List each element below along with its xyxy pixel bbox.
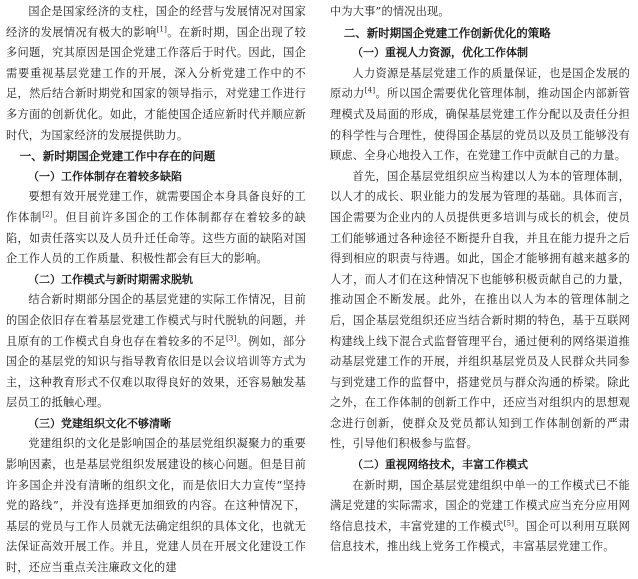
section-heading-2: 二、新时期国企党建工作创新优化的策略 (343, 25, 551, 40)
subsection-2-paragraph (6, 290, 306, 414)
subsection-heading-5: （二）重视网络技术，丰富工作模式 (352, 458, 528, 472)
subsection-5-text-tail: 。国企可以利用互联网信息技术，推出线上党务工作模式，丰富基层党建工作。 (330, 519, 630, 554)
subsection-5-text: 在新时期，国企基层党建组织中单一的工作模式已不能满足党建的实际需求，国企的党建工作模式应当充分应用网络信息技术，丰富党建的工作模式 (330, 478, 630, 533)
subsection-3-paragraph: 党建组织的文化是影响国企的基层党组织凝聚力的重要影响因素，也是基层党组织发展建设的核心问题。但是目前许多国企并没有清晰的组织文化，而是依旧大力宣传“坚持党的路线”，并没有选择更加细致的内容。在这种情况下，基层的党员与工作人员就无法确定组织的具体文化，也就无法保证高效开展工作。并且，党建人员在开展文化建设工作时，还应当重点关注廉政文化的建 (6, 437, 306, 575)
citation-ref: [5] (503, 519, 515, 528)
subsection-heading-2: （二）工作模式与新时期需求脱轨 (28, 272, 193, 286)
citation-ref: [1] (156, 24, 168, 33)
intro-text-tail: 。在新时期，国企出现了较多问题，究其原因是国企党建工作落后于时代。因此，国企需要重视基层党建工作的开展，深入分析党建工作中的不足，然后结合新时期党和国家的领导指示，对党建工作进行多方面的创新优化。如此，才能使国企适应新时代并顺应新时代，为国家经济的发展提供助力。 (6, 25, 306, 142)
subsection-1-text-tail: 。但目前许多国企的工作体制都存在着较多的缺陷，如责任落实以及人员升迁任命等。这些方面的缺陷对国企工作人员的工作质量、积极性都会有巨大的影响。 (6, 210, 306, 266)
subsection-4-paragraph-2: 首先，国企基层党组织应当构建以人为本的管理体制，以人才的成长、职业能力的发展为管理的基础。具体而言，国企需要为企业内的人员提供更多培训与成长的机会，使员工们能够通过各种途径不断提升自我，并且在能力提升之后得到相应的职责与待遇。如此，国企才能够拥有越来越多的人才，而人才们在这种情况下也能够积极贡献自己的力量，推动国企不断发展。此外，在推出以人为本的管理体制之后，国企基层党组织还应当结合新时期的特色，基于互联网构建线上线下混合式监督管理平台，通过便利的网络渠道推动基层党建工作的开展，并组织基层党员及人民群众共同参与到党建工作的监督中，搭建党员与群众沟通的桥梁。除此之外，在工作体制的创新工作中，还应当对组织内的思想观念进行创新，使群众及党员都认知到工作体制创新的严肃性，引导他们积极参与监督。 (330, 169, 630, 451)
citation-ref: [4] (364, 86, 376, 95)
subsection-heading-4: （一）重视人力资源，优化工作体制 (352, 46, 528, 60)
subsection-4-text-tail: 。所以国企需要优化管理体制，推动国企内部新管理模式及局面的形成，确保基层党建工作分配以及责任分担的科学性与合理性，使得国企基层的党员以及员工能够没有顾虑、全身心地投入工作，在党建工作中贡献自己的力量。 (330, 87, 630, 163)
subsection-1-paragraph (6, 187, 306, 269)
subsection-2-text: 结合新时期部分国企的基层党建的实际工作情况，目前的国企依旧存在着基层党建工作模式与时代脱轨的问题，并且原有的工作模式自身也存在着较多的不足 (6, 293, 306, 348)
subsection-4-text: 人力资源是基层党建工作的质量保证，也是国企发展的原动力 (330, 66, 630, 101)
subsection-2-text-tail: 。例如，部分国企的基层党的知识与指导教育依旧是以会议培训等方式为主，这种教育形式不仅难以取得良好的效果，还容易触发基层员工的抵触心理。 (6, 334, 306, 410)
subsection-4-paragraph-1 (330, 64, 630, 167)
left-column (6, 2, 306, 575)
section-heading-1: 一、新时期国企党建工作中存在的问题 (19, 149, 216, 164)
subsection-5-paragraph (330, 476, 630, 558)
subsection-heading-3: （三）党建组织文化不够清晰 (28, 416, 171, 430)
intro-text: 国企是国家经济的支柱，国企的经营与发展情况对国家经济的发展情况有极大的影响 (6, 5, 306, 39)
right-column (330, 2, 630, 555)
continued-paragraph: 中为大事”的情况出现。 (330, 5, 450, 18)
subsection-1-text: 要想有效开展党建工作，就需要国企本身具备良好的工作体制 (6, 190, 306, 224)
citation-ref: [3] (226, 333, 237, 342)
subsection-heading-1: （一）工作体制存在着较多缺陷 (28, 169, 182, 183)
citation-ref: [2] (42, 210, 53, 219)
intro-paragraph (6, 2, 306, 146)
